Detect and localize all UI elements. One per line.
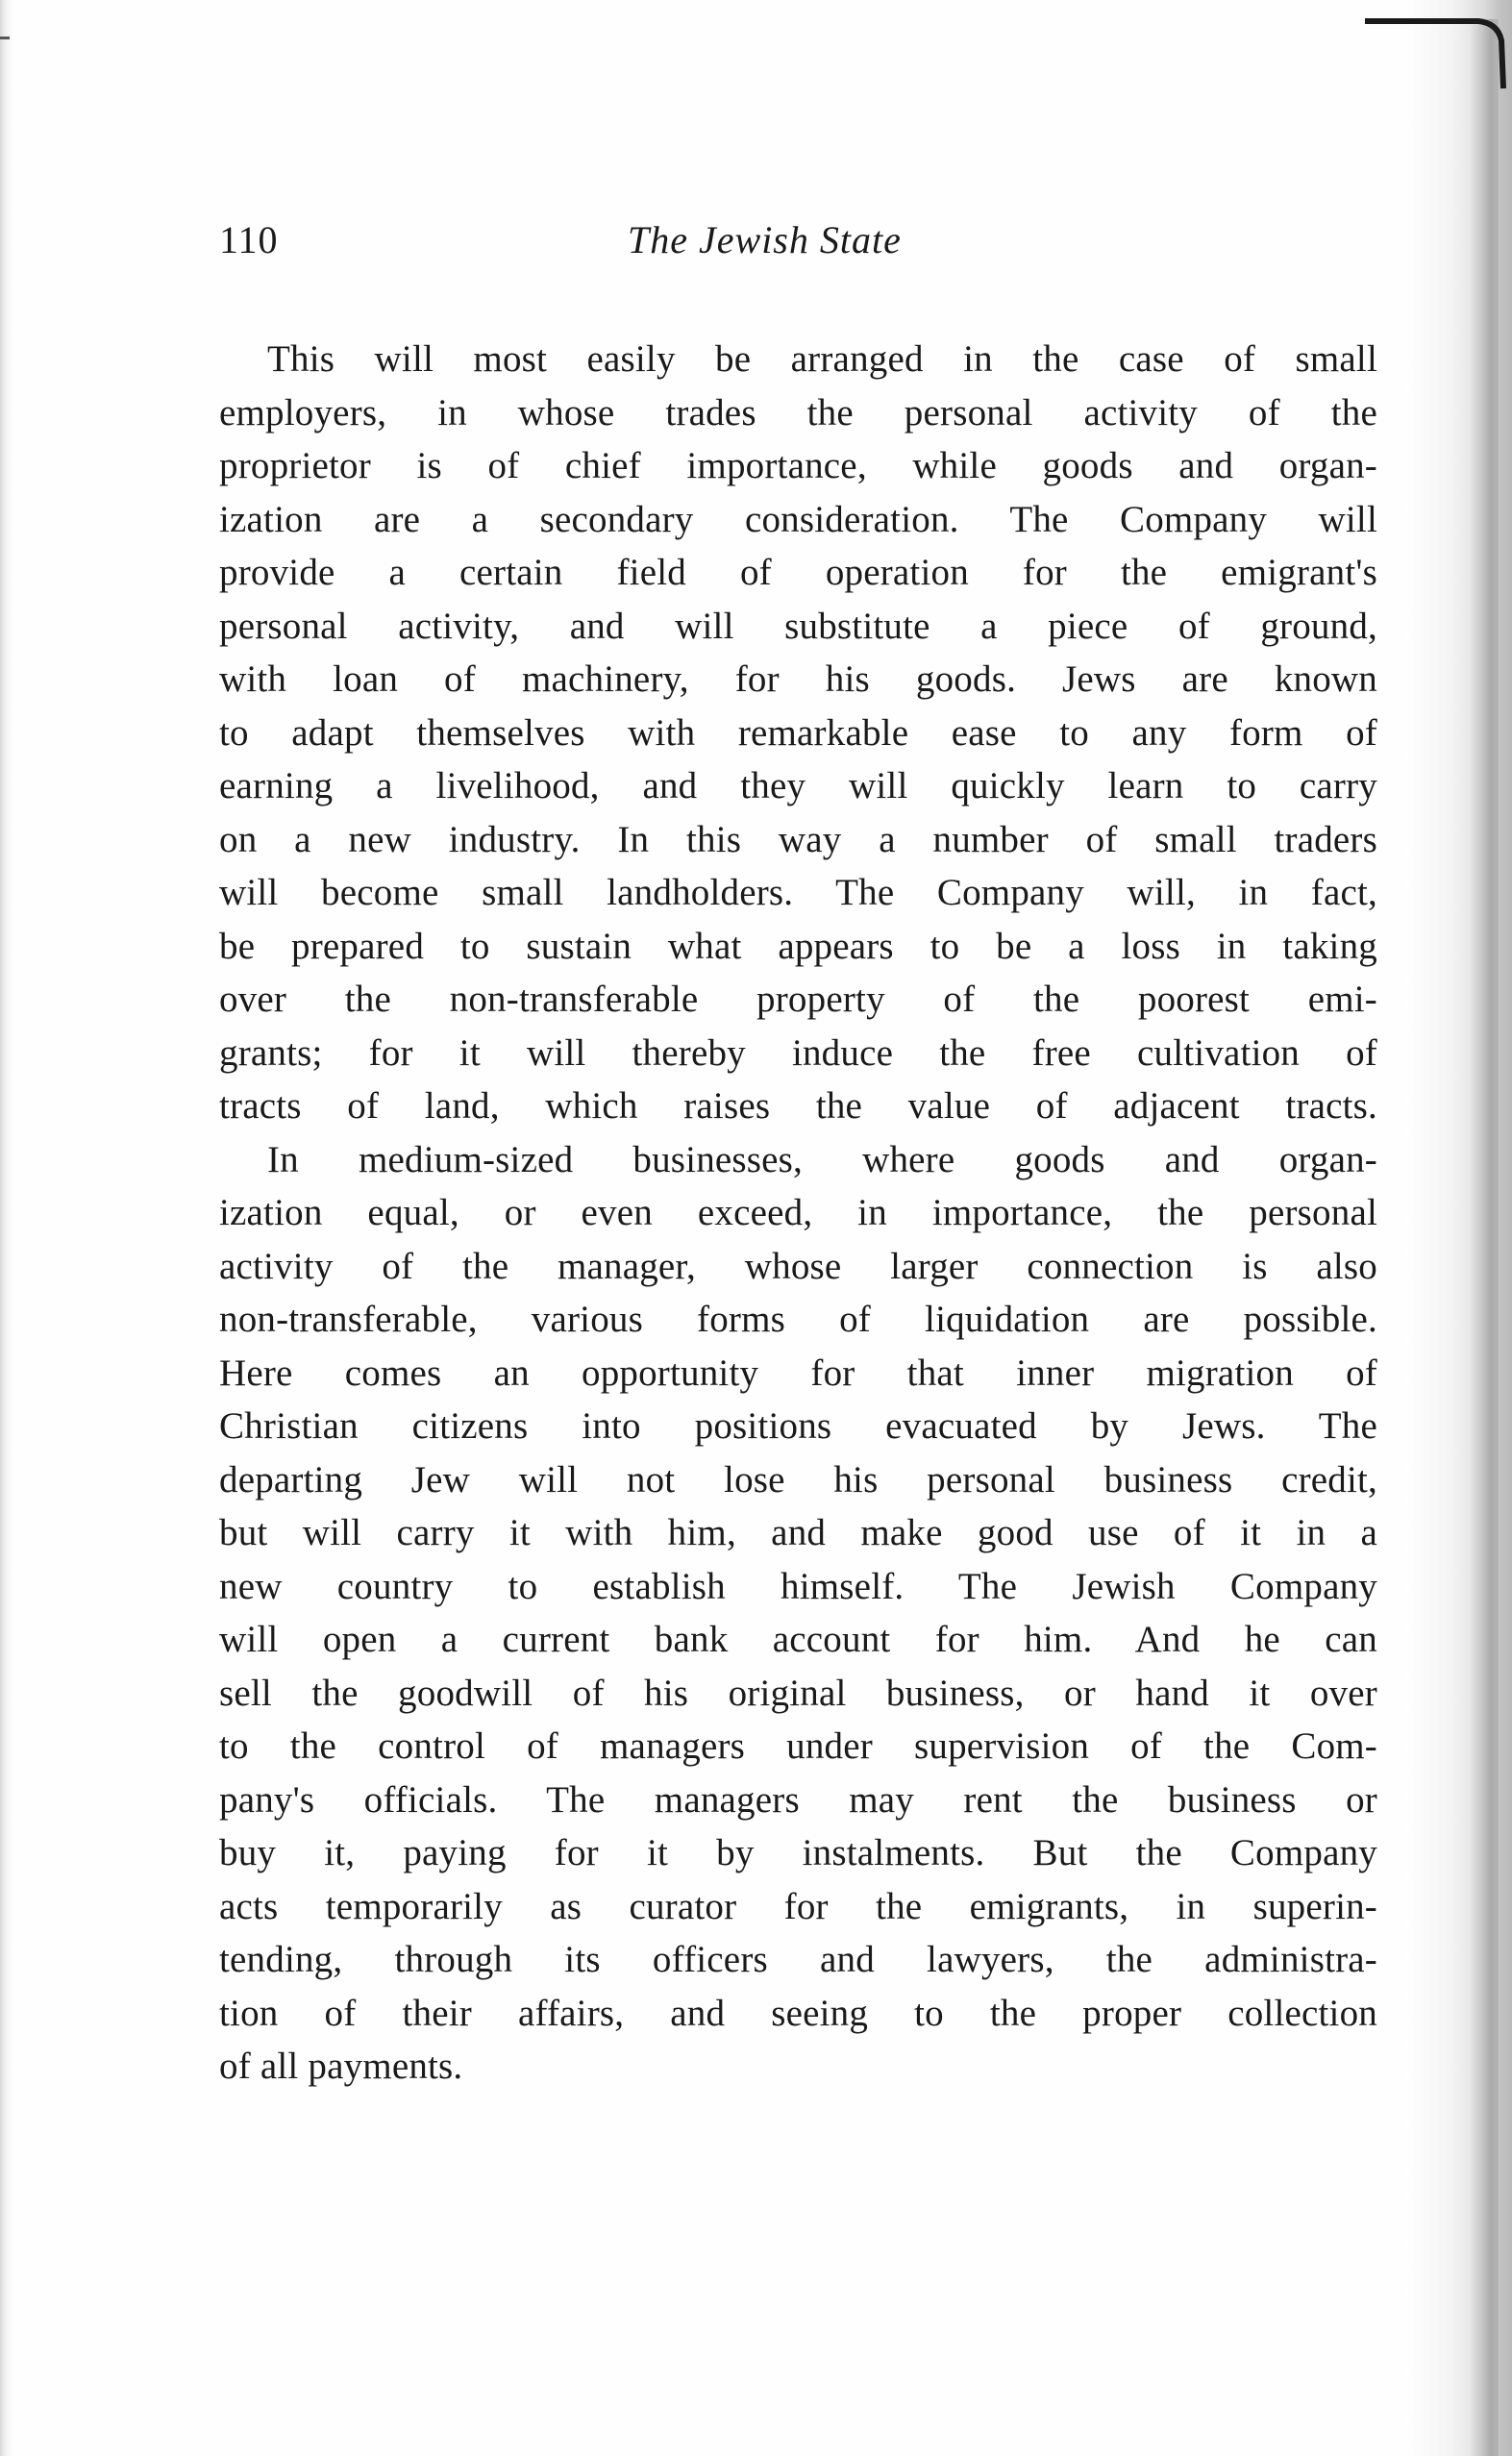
text-line: This will most easily be arranged in the case of small [267,338,1377,380]
text-line: new country to establish himself. The Jewish Company [219,1565,1377,1607]
running-title: The Jewish State [628,218,902,261]
text-line: but will carry it with him, and make good use of it in a [219,1512,1377,1553]
text-line: over the non-transferable property of the poorest emi- [219,979,1377,1020]
text-line: tracts of land, which raises the value of adjacent tracts. [219,1085,1377,1127]
body-text [219,333,1377,2094]
page-number: 110 [219,218,279,261]
text-line: In medium-sized businesses, where goods and organ- [267,1138,1377,1180]
paragraph-1 [219,333,1377,1133]
paragraph-2 [219,1133,1377,2094]
text-line: departing Jew will not lose his personal business credit, [219,1458,1377,1501]
text-line: buy it, paying for it by instalments. But the Company [219,1832,1377,1873]
text-line: to the control of managers under supervision of the Com- [219,1725,1377,1767]
text-line: Here comes an opportunity for that inner migration of [219,1352,1377,1394]
text-line: tending, through its officers and lawyers, the administra- [219,1939,1377,1980]
text-line: acts temporarily as curator for the emigrants, in superin- [219,1885,1377,1927]
text-line: grants; for it will thereby induce the free cultivation of [219,1031,1377,1074]
text-line: of all payments. [219,2046,463,2087]
text-line: proprietor is of chief importance, while goods and organ- [219,445,1377,486]
text-line: with loan of machinery, for his goods. Jews are known [219,658,1377,700]
text-line: tion of their affairs, and seeing to the proper collection [219,1992,1377,2034]
text-line: will become small landholders. The Company will, in fact, [219,872,1377,913]
text-line: provide a certain field of operation for the emigrant's [219,552,1377,593]
text-line: personal activity, and will substitute a piece of ground, [219,605,1377,647]
page-curl-shadow [1470,19,1499,2456]
text-line: to adapt themselves with remarkable ease to any form of [219,711,1377,754]
text-line: ization equal, or even exceed, in importance, the personal [219,1192,1377,1233]
scan-left-margin [0,0,13,2456]
text-line: will open a current bank account for him. And he can [219,1619,1377,1660]
scan-crop-mark [0,37,10,39]
text-line: non-transferable, various forms of liquidation are possible. [219,1299,1377,1340]
text-line: Christian citizens into positions evacuated by Jews. The [219,1405,1377,1447]
text-line: pany's officials. The managers may rent the business or [219,1778,1377,1821]
text-line: activity of the manager, whose larger connection is also [219,1245,1377,1287]
corner-fold-mark-icon [1365,13,1509,90]
text-line: sell the goodwill of his original business, or hand it over [219,1672,1377,1714]
text-line: be prepared to sustain what appears to be a loss in taking [219,925,1377,967]
page-header [219,217,1373,275]
text-line: ization are a secondary consideration. The Company will [219,498,1377,540]
text-line: employers, in whose trades the personal activity of the [219,391,1377,434]
text-line: earning a livelihood, and they will quickly learn to carry [219,765,1377,806]
text-line: on a new industry. In this way a number of small traders [219,818,1377,860]
